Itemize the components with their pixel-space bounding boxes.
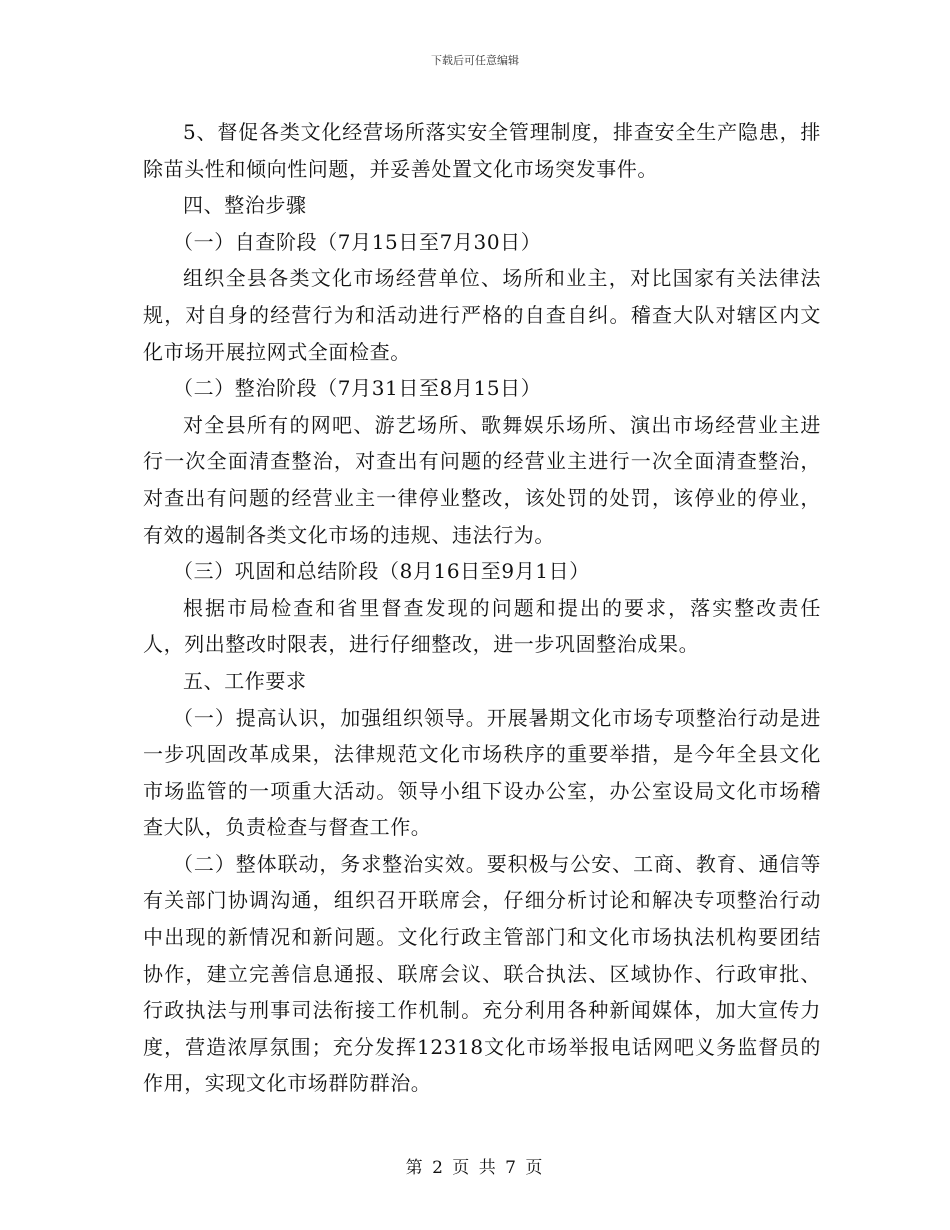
page-header-note: 下载后可任意编辑 (431, 54, 519, 67)
paragraph: 组织全县各类文化市场经营单位、场所和业主，对比国家有关法律法规，对自身的经营行为和活动进行严格的自查自纠。稽查大队对辖区内文化市场开展拉网式全面检查。 (143, 266, 821, 364)
subsection-heading: （三）巩固和总结阶段（8月16日至9月1日） (173, 559, 590, 584)
section-heading: 四、整治步骤 (183, 193, 307, 218)
document-body (143, 114, 821, 1102)
paragraph: （一）提高认识，加强组织领导。开展暑期文化市场专项整治行动是进一步巩固改革成果，法律规范文化市场秩序的重要举措，是今年全县文化市场监管的一项重大活动。领导小组下设办公室，办公室设局文化市场稽查大队，负责检查与督查工作。 (143, 705, 821, 840)
paragraph: 5、督促各类文化经营场所落实安全管理制度，排查安全生产隐患，排除苗头性和倾向性问题，并妥善处置文化市场突发事件。 (143, 120, 821, 181)
subsection-heading: （一）自查阶段（7月15日至7月30日） (173, 229, 542, 254)
paragraph: 根据市局检查和省里督查发现的问题和提出的要求，落实整改责任人，列出整改时限表，进行仔细整改，进一步巩固整治成果。 (143, 595, 821, 657)
section-heading: 五、工作要求 (183, 668, 307, 693)
paragraph: 对全县所有的网吧、游艺场所、歌舞娱乐场所、演出市场经营业主进行一次全面清查整治，对查出有问题的经营业主进行一次全面清查整治，对查出有问题的经营业主一律停业整改，该处罚的处罚，该停业的停业，有效的遏制各类文化市场的违规、违法行为。 (143, 412, 821, 547)
paragraph: （二）整体联动，务求整治实效。要积极与公安、工商、教育、通信等有关部门协调沟通，组织召开联席会，仔细分析讨论和解决专项整治行动中出现的新情况和新问题。文化行政主管部门和文化市场执法机构要团结协作，建立完善信息通报、联席会议、联合执法、区域协作、行政审批、行政执法与刑事司法衔接工作机制。充分利用各种新闻媒体，加大宣传力度，营造浓厚氛围；充分发挥12318文化市场举报电话网吧义务监督员的作用，实现文化市场群防群治。 (143, 851, 821, 1096)
subsection-heading: （二）整治阶段（7月31日至8月15日） (173, 376, 542, 401)
page-number-footer: 第 2 页 共 7 页 (405, 1158, 545, 1178)
